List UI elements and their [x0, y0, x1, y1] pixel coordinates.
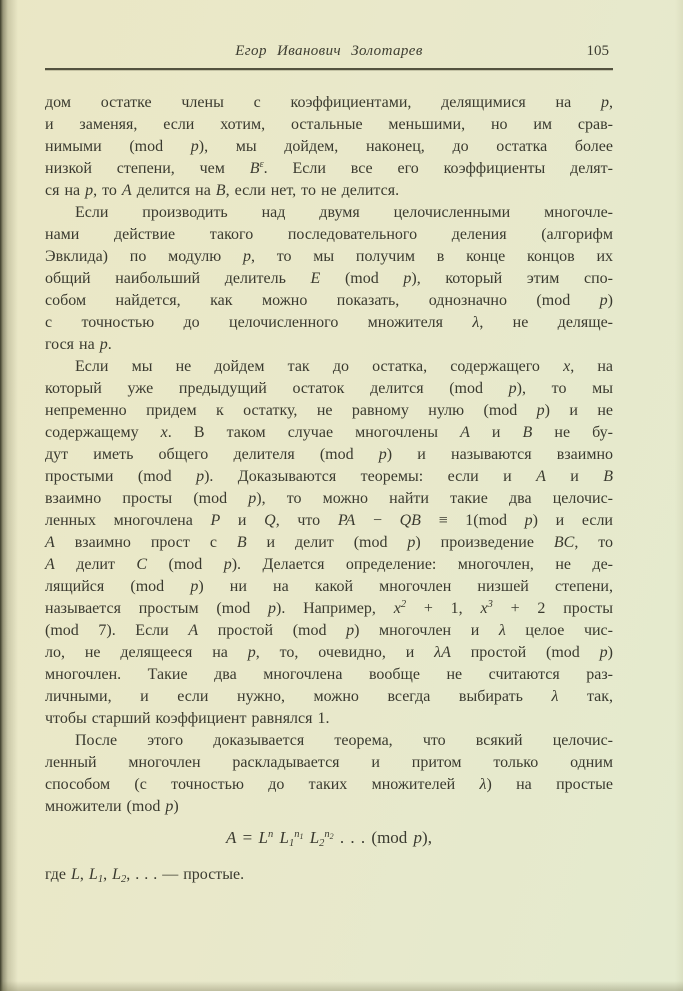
text-line: личными, и если нужно, можно всегда выбирать λ так,	[45, 688, 614, 705]
text-line: дут иметь общего делителя (mod p) и называются взаимно	[45, 446, 613, 463]
text-line: (mod 7). Если A простой (mod p) многочлен и λ целое чис-	[45, 622, 613, 639]
book-page	[45, 0, 613, 886]
text-line: чтобы старший коэффициент равнялся 1.	[45, 710, 330, 727]
text-line: простыми (mod p). Доказываются теоремы: если и A и B	[45, 468, 614, 485]
text-line: ло, не делящееся на p, то, очевидно, и λA простой (mod p)	[45, 644, 613, 661]
page-body	[45, 92, 613, 886]
text-line: взаимно просты (mod p), то можно найти такие два целочис-	[45, 490, 613, 507]
text-line: общий наибольший делитель E (mod p), который этим спо-	[45, 270, 613, 287]
text-line: и заменяя, если хотим, остальные меньшими, но им срав-	[45, 116, 613, 133]
text-line: Эвклида) по модулю p, то мы получим в конце концов их	[45, 248, 614, 265]
text-line: дом остатке члены с коэффициентами, делящимися на p,	[45, 94, 613, 111]
text-line: A делит C (mod p). Делается определение: многочлен, не де-	[45, 556, 613, 573]
text-line: гося на p.	[45, 336, 112, 353]
text-line: многочлен. Такие два многочлена вообще не считаются раз-	[45, 666, 613, 683]
running-title: Егор Иванович Золотарев	[235, 43, 423, 59]
text-line: содержащему x. В таком случае многочлены A и B не бу-	[45, 424, 613, 441]
text-line: ся на p, то A делится на B, если нет, то не делится.	[45, 182, 400, 199]
page-number: 105	[586, 43, 609, 59]
text-line: собом найдется, как можно показать, однозначно (mod p)	[45, 292, 613, 309]
text-line: где L, $L_1$, $L_2$, . . . — простые.	[45, 866, 245, 885]
text-line: называется простым (mod p). Например, $x^2 + 1$, $x^3 + 2$ просты	[45, 599, 614, 617]
text-line: с точностью до целочисленного множителя λ, не деляще-	[45, 314, 614, 331]
text-line: Если производить над двумя целочисленными многочле-	[75, 204, 613, 221]
text-line: После этого доказывается теорема, что всякий целочис-	[75, 732, 613, 749]
header-rule	[45, 68, 613, 70]
text-line: A взаимно прост с B и делит (mod p) произведение BC, то	[45, 534, 614, 551]
text-line: Если мы не дойдем так до остатка, содержащего x, на	[75, 358, 614, 375]
text-line: лящийся (mod p) ни на какой многочлен низшей степени,	[45, 578, 613, 595]
page-header	[45, 0, 613, 64]
formula-line: $A = L^n$ $L_1^{n1}$ $L_2^{n2}$ . . . (mod p),	[226, 828, 432, 849]
text-line: нимыми (mod p), мы дойдем, наконец, до остатка более	[45, 138, 613, 155]
text-line: ленный многочлен раскладывается и притом только одним	[45, 754, 613, 771]
text-line: непременно придем к остатку, не равному нулю (mod p) и не	[45, 402, 613, 419]
text-line: ленных многочлена P и Q, что PA − QB ≡ 1(mod p) и если	[45, 512, 613, 529]
text-line: который уже предыдущий остаток делится (mod p), то мы	[45, 380, 613, 397]
text-line: нами действие такого последовательного деления (алгорифм	[45, 226, 613, 243]
text-line: множители (mod p)	[45, 798, 179, 815]
text-line: способом (с точностью до таких множителей λ) на простые	[45, 776, 613, 793]
text-line: низкой степени, чем $B^\varepsilon$. Если все его коэффициенты делят-	[45, 159, 613, 177]
